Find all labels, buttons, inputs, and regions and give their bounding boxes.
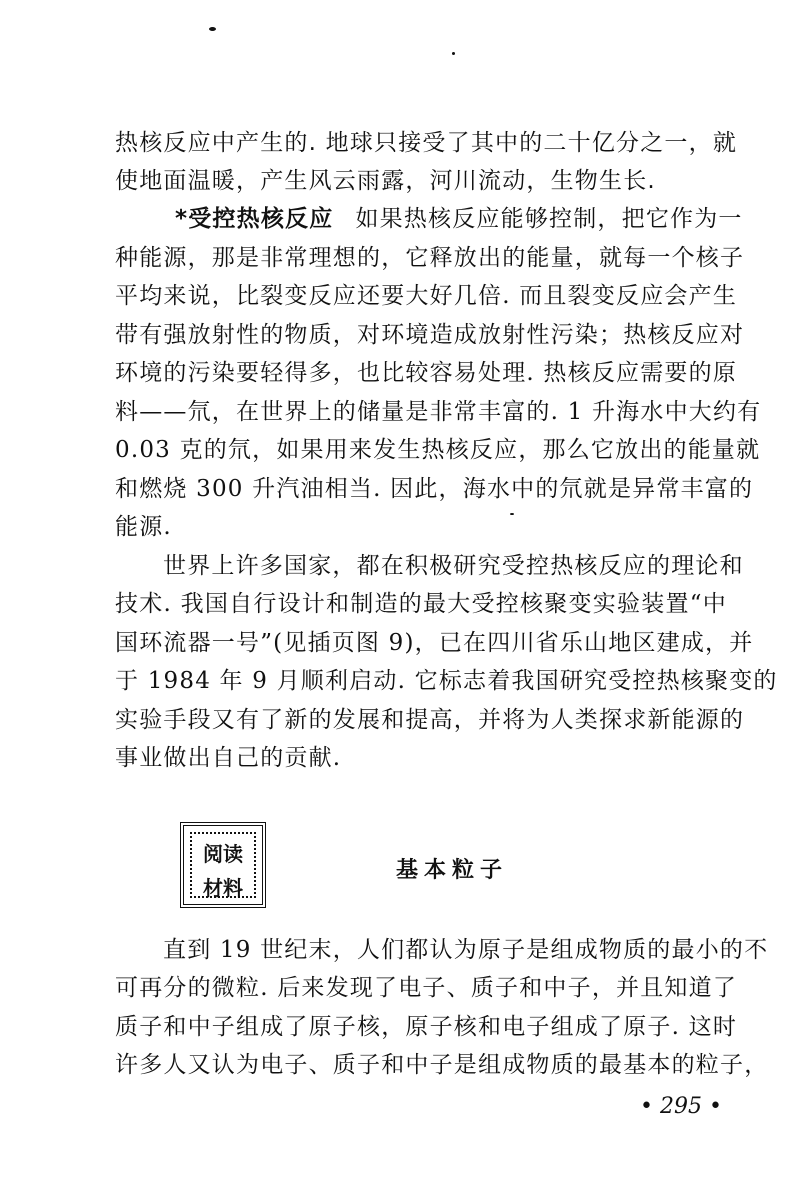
text-line: 0.03 克的氘，如果用来发生热核反应，那么它放出的能量就 xyxy=(115,437,761,463)
badge-label-line-2: 材料 xyxy=(203,876,243,900)
text-line: 直到 19 世纪末，人们都认为原子是组成物质的最小的不 xyxy=(163,937,769,963)
text-line: 于 1984 年 9 月顺利启动. 它标志着我国研究受控热核聚变的 xyxy=(115,668,778,694)
text-line: 能源. xyxy=(115,514,172,540)
text-line: 技术. 我国自行设计和制造的最大受控核聚变实验装置“中 xyxy=(115,591,727,617)
text-line-with-heading xyxy=(175,204,743,234)
text-fragment: 如果热核反应能够控制，把它作为一 xyxy=(355,206,743,232)
text-line: 带有强放射性的物质，对环境造成放射性污染；热核反应对 xyxy=(115,322,745,348)
reading-material-badge xyxy=(180,822,266,908)
scan-speck xyxy=(209,27,216,31)
text-line: 许多人又认为电子、质子和中子是组成物质的最基本的粒子， xyxy=(115,1052,769,1078)
scan-speck xyxy=(452,52,455,55)
text-line: 平均来说，比裂变反应还要大好几倍. 而且裂变反应会产生 xyxy=(115,283,738,309)
text-line: 事业做出自己的贡献. xyxy=(115,745,342,771)
page-number: • 295 • xyxy=(640,1094,722,1119)
section-title: 基本粒子 xyxy=(396,858,509,883)
text-line: 质子和中子组成了原子核，原子核和电子组成了原子. 这时 xyxy=(115,1014,738,1040)
badge-label-line-1: 阅读 xyxy=(203,842,243,866)
text-line: 实验手段又有了新的发展和提高，并将为人类探求新能源的 xyxy=(115,707,745,733)
text-line: 国环流器一号”(见插页图 9)，已在四川省乐山地区建成，并 xyxy=(115,630,754,656)
section-heading: *受控热核反应 xyxy=(175,206,334,232)
text-line: 热核反应中产生的. 地球只接受了其中的二十亿分之一，就 xyxy=(115,130,738,156)
text-line: 和燃烧 300 升汽油相当. 因此，海水中的氘就是异常丰富的 xyxy=(115,476,754,502)
text-line: 使地面温暖，产生风云雨露，河川流动，生物生长. xyxy=(115,168,656,194)
text-line: 种能源，那是非常理想的，它释放出的能量，就每一个核子 xyxy=(115,245,745,271)
text-line: 料——氘，在世界上的储量是非常丰富的. 1 升海水中大约有 xyxy=(115,399,762,425)
text-line: 世界上许多国家，都在积极研究受控热核反应的理论和 xyxy=(163,553,744,579)
text-line: 环境的污染要轻得多，也比较容易处理. 热核反应需要的原 xyxy=(115,360,738,386)
text-line: 可再分的微粒. 后来发现了电子、质子和中子，并且知道了 xyxy=(115,975,738,1001)
